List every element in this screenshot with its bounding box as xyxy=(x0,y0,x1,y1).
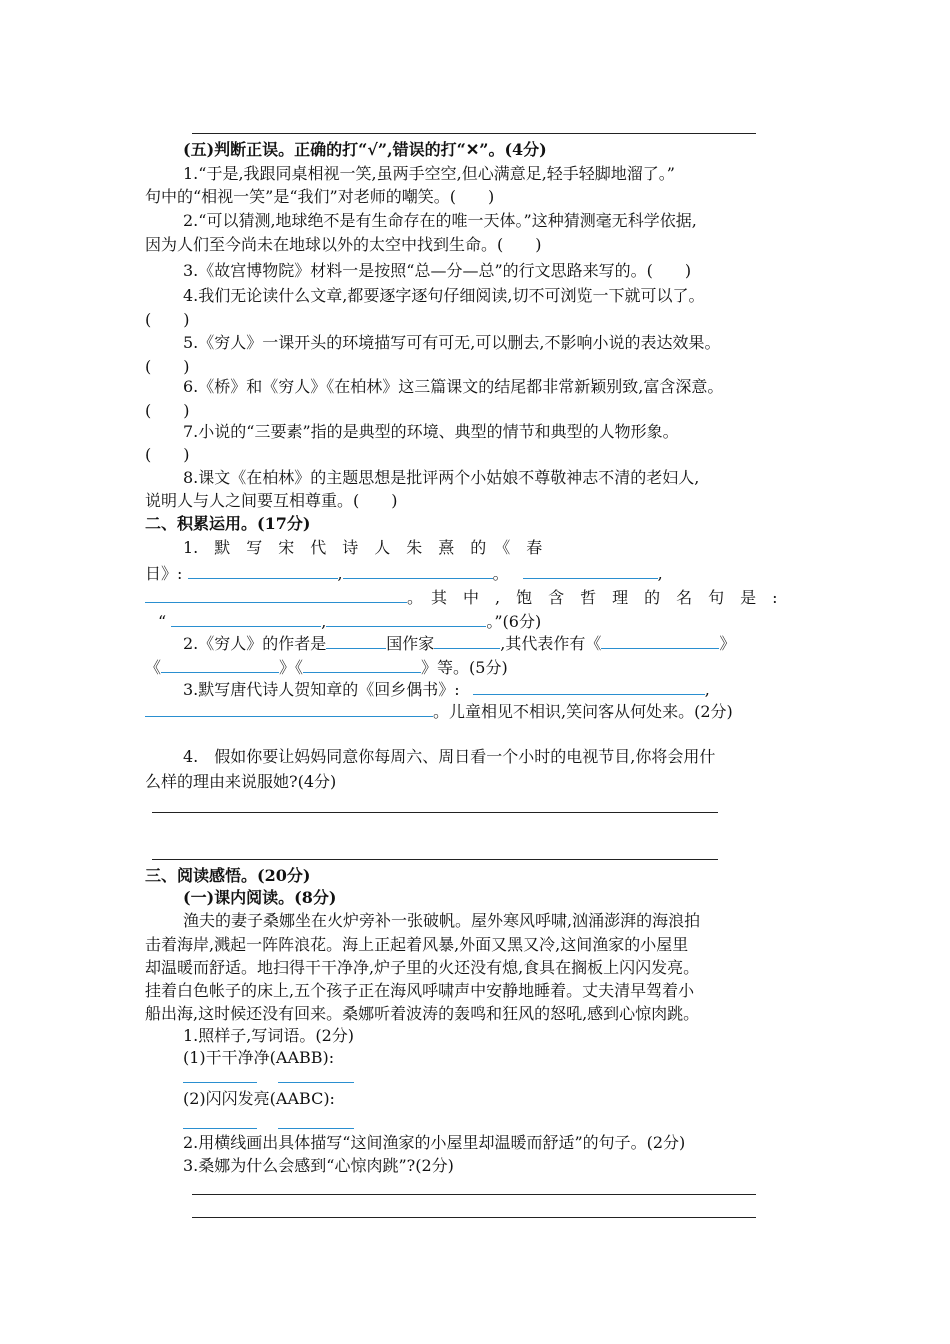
q2-4-line1: 4. 假如你要让妈妈同意你每周六、周日看一个小时的电视节目,你将会用什 xyxy=(183,747,716,766)
answer-blank[interactable] xyxy=(171,610,321,627)
r1-title: 1.照样子,写词语。(2分) xyxy=(183,1026,355,1045)
q2-3-text: 3.默写唐代诗人贺知章的《回乡偶书》: xyxy=(183,680,460,699)
answer-blank[interactable] xyxy=(434,632,500,649)
q5-2-line2: 因为人们至今尚未在地球以外的太空中找到生命。( ) xyxy=(145,235,542,254)
q2-2-text5: 《 xyxy=(145,658,162,677)
section3-sub1-title: (一)课内阅读。(8分) xyxy=(183,888,337,907)
q5-5-line1: 5.《穷人》一课开头的环境描写可有可无,可以删去,不影响小说的表达效果。 xyxy=(183,333,721,352)
comma: , xyxy=(657,564,663,583)
passage-line1: 渔夫的妻子桑娜坐在火炉旁补一张破帆。屋外寒风呼啸,汹涌澎湃的海浪拍 xyxy=(183,911,701,930)
answer-blank[interactable] xyxy=(188,562,338,579)
answer-blank[interactable] xyxy=(183,1082,257,1083)
q2-2-text3: ,其代表作有《 xyxy=(500,634,602,653)
comma: , xyxy=(337,564,343,583)
comma: , xyxy=(321,612,327,631)
q5-4-line1: 4.我们无论读什么文章,都要逐字逐句仔细阅读,切不可浏览一下就可以了。 xyxy=(183,286,705,305)
r3: 3.桑娜为什么会感到“心惊肉跳”?(2分) xyxy=(183,1156,454,1175)
answer-blank[interactable] xyxy=(145,586,407,603)
answer-line[interactable] xyxy=(152,859,718,860)
q2-2-line2 xyxy=(145,656,508,679)
q5-8-line2: 说明人与人之间要互相尊重。( ) xyxy=(145,491,398,510)
section5-title: (五)判断正误。正确的打“√”,错误的打“✕”。(4分) xyxy=(183,140,547,159)
r2: 2.用横线画出具体描写“这间渔家的小屋里却温暖而舒适”的句子。(2分) xyxy=(183,1133,686,1152)
passage-line5: 船出海,这时候还没有回来。桑娜听着波涛的轰鸣和狂风的怒吼,感到心惊肉跳。 xyxy=(145,1004,700,1023)
answer-line[interactable] xyxy=(192,1217,756,1218)
answer-line[interactable] xyxy=(152,812,718,813)
r1-2: (2)闪闪发亮(AABC): xyxy=(183,1089,335,1108)
q2-1-line4 xyxy=(158,610,541,633)
answer-blank[interactable] xyxy=(326,610,486,627)
q2-1-line4-end: 。”(6分) xyxy=(486,612,542,631)
q2-1-line3 xyxy=(145,586,777,609)
q5-4-line2: ( ) xyxy=(145,310,190,329)
answer-blank[interactable] xyxy=(183,1128,257,1129)
open-quote: “ xyxy=(158,612,167,631)
q5-8-line1: 8.课文《在柏林》的主题思想是批评两个小姑娘不尊敬神志不清的老妇人, xyxy=(183,468,700,487)
q5-7-line2: ( ) xyxy=(145,445,190,464)
q2-3-end: 。儿童相见不相识,笑问客从何处来。(2分) xyxy=(433,702,733,721)
q5-5-line2: ( ) xyxy=(145,357,190,376)
q2-1-line1: 1. 默 写 宋 代 诗 人 朱 熹 的 《 春 xyxy=(183,538,543,557)
q5-1-line1: 1.“于是,我跟同桌相视一笑,虽两手空空,但心满意足,轻手轻脚地溜了。” xyxy=(183,164,675,183)
q2-2-line1 xyxy=(183,632,735,655)
answer-blank[interactable] xyxy=(326,632,386,649)
q5-3: 3.《故宫博物院》材料一是按照“总—分—总”的行文思路来写的。( ) xyxy=(183,261,692,280)
passage-line4: 挂着白色帐子的床上,五个孩子正在海风呼啸声中安静地睡着。丈夫清早驾着小 xyxy=(145,981,695,1000)
q5-6-line1: 6.《桥》和《穷人》《在柏林》这三篇课文的结尾都非常新颖别致,富含深意。 xyxy=(183,377,724,396)
r1-1: (1)干干净净(AABB): xyxy=(183,1048,335,1067)
section3-title: 三、阅读感悟。(20分) xyxy=(145,866,311,885)
q2-2-text4: 》 xyxy=(719,634,736,653)
answer-blank[interactable] xyxy=(303,656,421,673)
answer-blank[interactable] xyxy=(161,656,279,673)
q2-1-prefix: 日》: xyxy=(145,564,183,583)
passage-line3: 却温暖而舒适。地扫得干干净净,炉子里的火还没有熄,食具在搁板上闪闪发亮。 xyxy=(145,958,700,977)
q2-3-line2 xyxy=(145,700,733,723)
q2-4-line2: 么样的理由来说服她?(4分) xyxy=(145,772,337,791)
q2-2-text6: 》《 xyxy=(279,658,304,677)
q2-1-line2 xyxy=(145,562,663,585)
answer-blank[interactable] xyxy=(473,678,705,695)
answer-blank[interactable] xyxy=(343,562,493,579)
answer-blank[interactable] xyxy=(523,562,658,579)
q2-1-line3-text: 。 其 中 , 饱 含 哲 理 的 名 句 是 : xyxy=(407,588,778,607)
answer-blank[interactable] xyxy=(278,1082,354,1083)
section2-title: 二、积累运用。(17分) xyxy=(145,514,311,533)
q2-2-text2: 国作家 xyxy=(386,634,435,653)
answer-blank[interactable] xyxy=(601,632,719,649)
q2-2-text1: 2.《穷人》的作者是 xyxy=(183,634,327,653)
answer-blank[interactable] xyxy=(145,700,433,717)
q2-2-text7: 》等。(5分) xyxy=(421,658,508,677)
comma: , xyxy=(704,680,710,699)
q5-1-line2: 句中的“相视一笑”是“我们”对老师的嘲笑。( ) xyxy=(145,187,495,206)
q5-6-line2: ( ) xyxy=(145,401,190,420)
answer-line[interactable] xyxy=(192,1194,756,1195)
q5-2-line1: 2.“可以猜测,地球绝不是有生命存在的唯一天体。”这种猜测毫无科学依据, xyxy=(183,211,697,230)
period: 。 xyxy=(492,564,509,583)
passage-line2: 击着海岸,溅起一阵阵浪花。海上正起着风暴,外面又黑又冷,这间渔家的小屋里 xyxy=(145,935,689,954)
top-rule xyxy=(192,133,756,134)
q2-3-line1 xyxy=(183,678,710,701)
answer-blank[interactable] xyxy=(278,1128,354,1129)
q5-7-line1: 7.小说的“三要素”指的是典型的环境、典型的情节和典型的人物形象。 xyxy=(183,422,679,441)
